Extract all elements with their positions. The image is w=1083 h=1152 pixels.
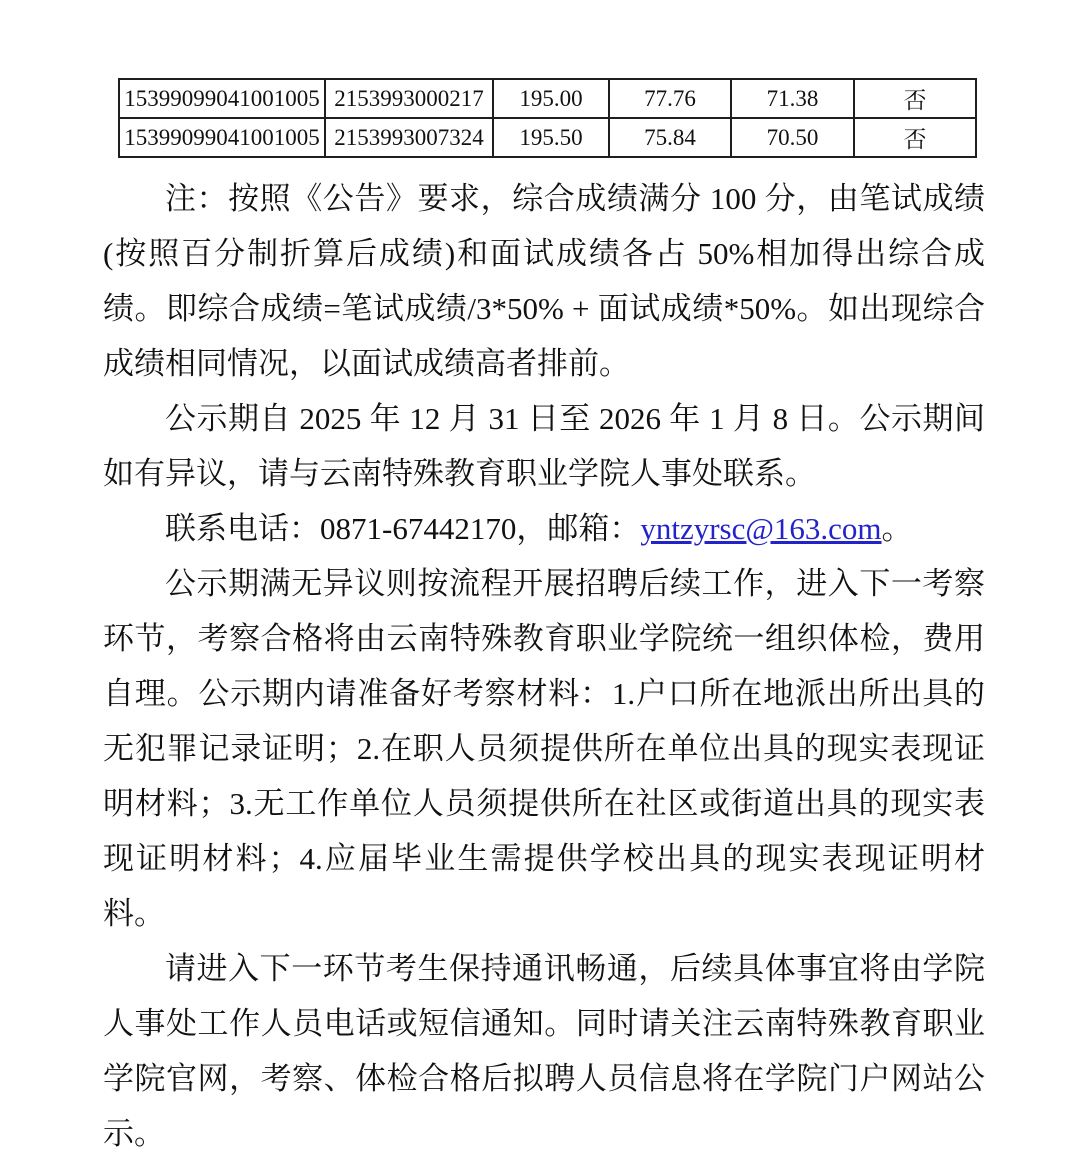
table-cell-composite-score: 70.50 xyxy=(731,118,854,157)
table-cell-written-score: 195.00 xyxy=(493,79,609,118)
note-paragraph: 注：按照《公告》要求，综合成绩满分 100 分，由笔试成绩(按照百分制折算后成绩)和面试成绩各占 50%相加得出综合成绩。即综合成绩=笔试成绩/3*50% + 面试成绩*50%。如出现综合成绩相同情况，以面试成绩高者排前。 xyxy=(103,181,985,381)
table-cell-flag: 否 xyxy=(854,118,976,157)
table-cell-interview-score: 77.76 xyxy=(609,79,731,118)
table-cell-candidate-code: 2153993007324 xyxy=(325,118,493,157)
table-cell-written-score: 195.50 xyxy=(493,118,609,157)
table-cell-candidate-code: 2153993000217 xyxy=(325,79,493,118)
email-link[interactable]: yntzyrsc@163.com xyxy=(640,511,882,546)
contact-paragraph xyxy=(103,501,985,556)
contact-prefix-text: 联系电话：0871-67442170，邮箱： xyxy=(165,511,641,546)
table-cell-composite-score: 71.38 xyxy=(731,79,854,118)
table-cell-interview-score: 75.84 xyxy=(609,118,731,157)
table-cell-position-code: 15399099041001005 xyxy=(119,118,325,157)
publicity-period-paragraph: 公示期自 2025 年 12 月 31 日至 2026 年 1 月 8 日。公示期间如有异议，请与云南特殊教育职业学院人事处联系。 xyxy=(103,401,985,491)
table-row xyxy=(119,79,976,118)
body-text xyxy=(103,171,985,1152)
table-cell-flag: 否 xyxy=(854,79,976,118)
table-row xyxy=(119,118,976,157)
followup-procedure-paragraph: 公示期满无异议则按流程开展招聘后续工作，进入下一考察环节，考察合格将由云南特殊教育职业学院统一组织体检，费用自理。公示期内请准备好考察材料：1.户口所在地派出所出具的无犯罪记录证明；2.在职人员须提供所在单位出具的现实表现证明材料；3.无工作单位人员须提供所在社区或街道出具的现实表现证明材料；4.应届毕业生需提供学校出具的现实表现证明材料。 xyxy=(103,566,985,931)
notice-paragraph: 请进入下一环节考生保持通讯畅通，后续具体事宜将由学院人事处工作人员电话或短信通知。同时请关注云南特殊教育职业学院官网，考察、体检合格后拟聘人员信息将在学院门户网站公示。 xyxy=(103,951,985,1151)
table-cell-position-code: 15399099041001005 xyxy=(119,79,325,118)
contact-suffix-text: 。 xyxy=(881,511,913,546)
score-table xyxy=(118,78,977,158)
